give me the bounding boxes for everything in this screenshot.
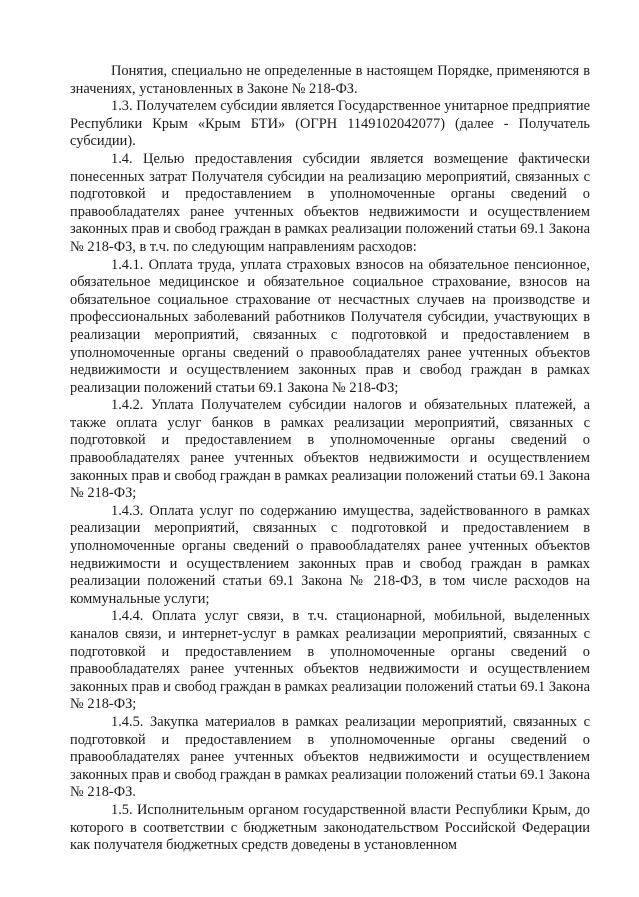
paragraph-1-4-4: 1.4.4. Оплата услуг связи, в т.ч. стационарной, мобильной, выделенных каналов связи, и интернет-услуг в рамках реализации мероприятий, связанных с подготовкой и предоставлением в уполномоченные органы сведений о правообладателях ранее учтенных объектов недвижимости и осуществлением законных прав и свобод граждан в рамках реализации положений статьи 69.1 Закона № 218-ФЗ; [70, 608, 590, 713]
paragraph-1-4-5: 1.4.5. Закупка материалов в рамках реализации мероприятий, связанных с подготовкой и предоставлением в уполномоченные органы сведений о правообладателях ранее учтенных объектов недвижимости и осуществлением законных прав и свобод граждан в рамках реализации положений статьи 69.1 Закона № 218-ФЗ. [70, 713, 590, 801]
paragraph-terms: Понятия, специально не определенные в настоящем Порядке, применяются в значениях, установленных в Законе № 218-ФЗ. [70, 63, 590, 97]
paragraph-1-4-3: 1.4.3. Оплата услуг по содержанию имущества, задействованного в рамках реализации мероприятий, связанных с подготовкой и предоставлением в уполномоченные органы сведений о правообладателях ранее учтенных объектов недвижимости и осуществлением законных прав и свобод граждан в рамках реализации положений статьи 69.1 Закона № 218-ФЗ, в том числе расходов на коммунальные услуги; [70, 502, 590, 607]
paragraph-1-4: 1.4. Целью предоставления субсидии является возмещение фактически понесенных затрат Получателя субсидии на реализацию мероприятий, связанных с подготовкой и предоставлением в уполномоченные органы сведений о правообладателях ранее учтенных объектов недвижимости и осуществлением законных прав и свобод граждан в рамках реализации положений статьи 69.1 Закона № 218-ФЗ, в т.ч. по следующим направлениям расходов: [70, 150, 590, 255]
paragraph-1-4-1: 1.4.1. Оплата труда, уплата страховых взносов на обязательное пенсионное, обязательное медицинское и обязательное социальное страхование, взносов на обязательное социальное страхование от несчастных случаев на производстве и профессиональных заболеваний работников Получателя субсидии, участвующих в реализации мероприятий, связанных с подготовкой и предоставлением в уполномоченные органы сведений о правообладателях ранее учтенных объектов недвижимости и осуществлением законных прав и свобод граждан в рамках реализации положений статьи 69.1 Закона № 218-ФЗ; [70, 256, 590, 396]
paragraph-1-5: 1.5. Исполнительным органом государственной власти Республики Крым, до которого в соответствии с бюджетным законодательством Российской Федерации как получателя бюджетных средств доведены в установленном [70, 801, 590, 854]
paragraph-1-3: 1.3. Получателем субсидии является Государственное унитарное предприятие Республики Крым «Крым БТИ» (ОГРН 1149102042077) (далее - Получатель субсидии). [70, 98, 590, 150]
document-body [70, 63, 590, 855]
paragraph-1-4-2: 1.4.2. Уплата Получателем субсидии налогов и обязательных платежей, а также оплата услуг банков в рамках реализации мероприятий, связанных с подготовкой и предоставлением в уполномоченные органы сведений о правообладателях ранее учтенных объектов недвижимости и осуществлением законных прав и свобод граждан в рамках реализации положений статьи 69.1 Закона № 218-ФЗ; [70, 397, 590, 502]
